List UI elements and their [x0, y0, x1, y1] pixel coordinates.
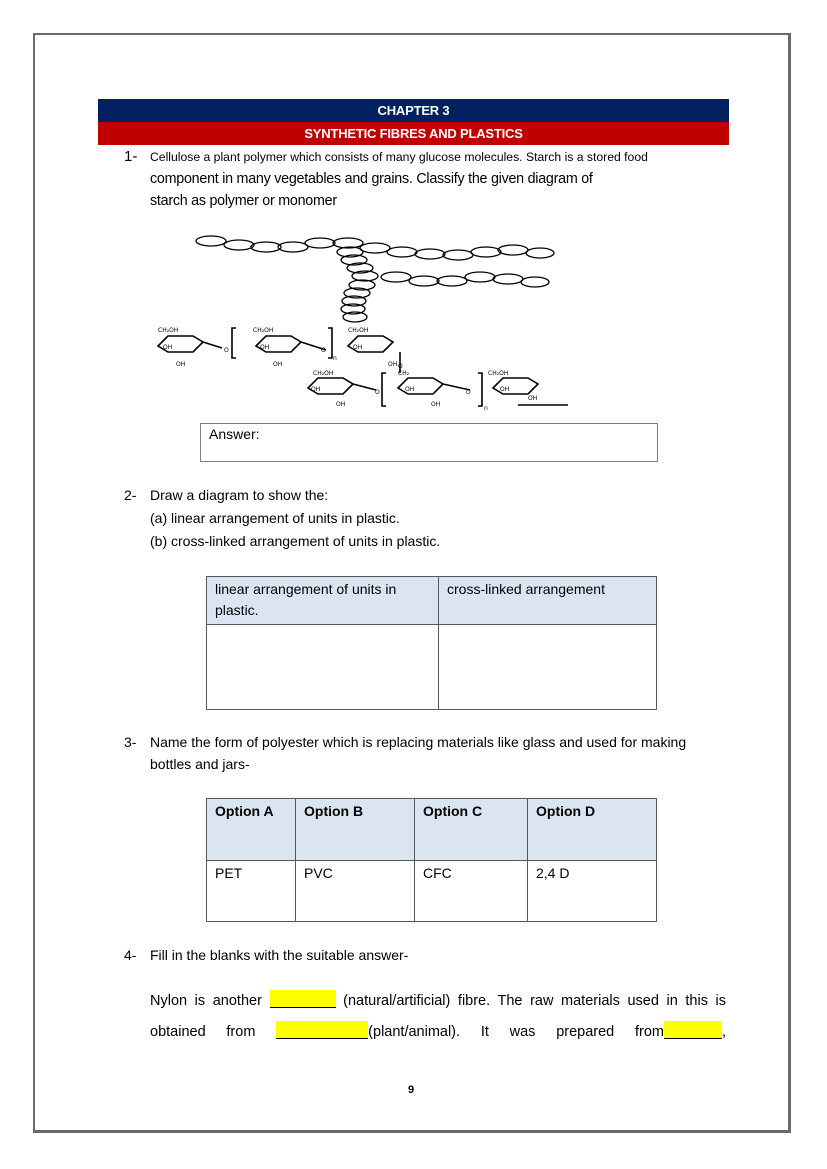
question-part-b: (b) cross-linked arrangement of units in plastic. — [150, 533, 441, 549]
starch-chain-icon — [196, 236, 554, 322]
question-text: Fill in the blanks with the suitable answer- — [150, 947, 409, 963]
chapter-title: SYNTHETIC FIBRES AND PLASTICS — [98, 122, 729, 145]
svg-text:O: O — [398, 363, 403, 370]
question-4 — [124, 944, 724, 966]
fill-text: (natural/artificial) fibre. The raw materials used in this is — [343, 993, 727, 1009]
question-text: component in many vegetables and grains. Classify the given diagram of starch as polymer or monomer — [150, 171, 593, 209]
svg-text:OH: OH — [528, 395, 538, 402]
question-number: 4- — [124, 947, 137, 963]
svg-text:OH: OH — [176, 361, 186, 368]
blank-natural-artificial[interactable] — [270, 990, 336, 1008]
question-2 — [124, 484, 724, 553]
svg-text:OH: OH — [405, 386, 415, 393]
question-part-a: (a) linear arrangement of units in plastic. — [150, 510, 400, 526]
svg-text:CH₂OH: CH₂OH — [348, 327, 369, 334]
option-b-header: Option B — [296, 799, 415, 861]
drawing-cell-cross-linked[interactable] — [439, 625, 657, 710]
question-number: 1- — [124, 148, 138, 165]
answer-label: Answer: — [209, 426, 260, 442]
svg-text:CH₂OH: CH₂OH — [158, 327, 179, 334]
fill-text: (plant/animal). — [368, 1024, 461, 1040]
svg-text:O: O — [321, 347, 326, 354]
svg-text:CH₂OH: CH₂OH — [313, 370, 334, 377]
svg-text:OH: OH — [336, 401, 346, 408]
fill-text: Nylon is another — [150, 993, 262, 1009]
question-3 — [124, 731, 724, 775]
question-text-line1: Cellulose a plant polymer which consists of many glucose molecules. Starch is a stored food — [150, 150, 648, 164]
blank-prepared-from[interactable] — [664, 1021, 722, 1039]
table-header-cross-linked: cross-linked arrangement — [439, 577, 657, 625]
svg-text:OH: OH — [500, 386, 510, 393]
option-a-header: Option A — [207, 799, 296, 861]
table-row — [207, 861, 657, 922]
fill-text: obtained — [150, 1024, 206, 1040]
table-row — [207, 625, 657, 710]
svg-text:O: O — [375, 389, 380, 396]
page-number: 9 — [408, 1084, 415, 1096]
svg-text:OH: OH — [431, 401, 441, 408]
svg-text:n: n — [484, 405, 488, 412]
answer-box[interactable] — [200, 423, 658, 462]
starch-diagram — [148, 228, 568, 413]
option-c-value[interactable]: CFC — [415, 861, 528, 922]
options-table — [206, 798, 657, 922]
svg-text:OH: OH — [353, 344, 363, 351]
drawing-table — [206, 576, 657, 710]
svg-text:CH₂OH: CH₂OH — [488, 370, 509, 377]
glucose-ring-icon — [158, 328, 568, 406]
question-text: Draw a diagram to show the: — [150, 487, 329, 503]
option-a-value[interactable]: PET — [207, 861, 296, 922]
fill-text: from — [635, 1024, 665, 1040]
question-1 — [124, 146, 724, 212]
svg-text:O: O — [224, 347, 229, 354]
svg-text:O: O — [466, 389, 471, 396]
fill-text: , — [722, 1024, 727, 1040]
chapter-heading: CHAPTER 3 — [98, 99, 729, 122]
svg-text:OH: OH — [260, 344, 270, 351]
svg-text:OH: OH — [163, 344, 173, 351]
question-number: 2- — [124, 487, 137, 503]
fill-text: It — [480, 1024, 489, 1040]
question-text: Name the form of polyester which is replacing materials like glass and used for making bottles and jars- — [150, 734, 687, 772]
table-header-linear: linear arrangement of units in plastic. — [207, 577, 439, 625]
svg-text:CH₂: CH₂ — [398, 370, 410, 377]
fill-in-sentence-line1 — [150, 990, 726, 1009]
fill-in-sentence-line2 — [150, 1021, 726, 1040]
option-c-header: Option C — [415, 799, 528, 861]
svg-text:OH: OH — [311, 386, 321, 393]
fill-text: prepared — [556, 1024, 615, 1040]
drawing-cell-linear[interactable] — [207, 625, 439, 710]
question-number: 3- — [124, 734, 137, 750]
svg-text:CH₂OH: CH₂OH — [253, 327, 274, 334]
svg-text:OH: OH — [388, 361, 398, 368]
option-d-value[interactable]: 2,4 D — [528, 861, 657, 922]
blank-plant-animal[interactable] — [276, 1021, 368, 1039]
fill-text: from — [226, 1024, 256, 1040]
svg-text:n: n — [333, 355, 337, 362]
option-b-value[interactable]: PVC — [296, 861, 415, 922]
fill-text: was — [509, 1024, 536, 1040]
svg-text:OH: OH — [273, 361, 283, 368]
option-d-header: Option D — [528, 799, 657, 861]
